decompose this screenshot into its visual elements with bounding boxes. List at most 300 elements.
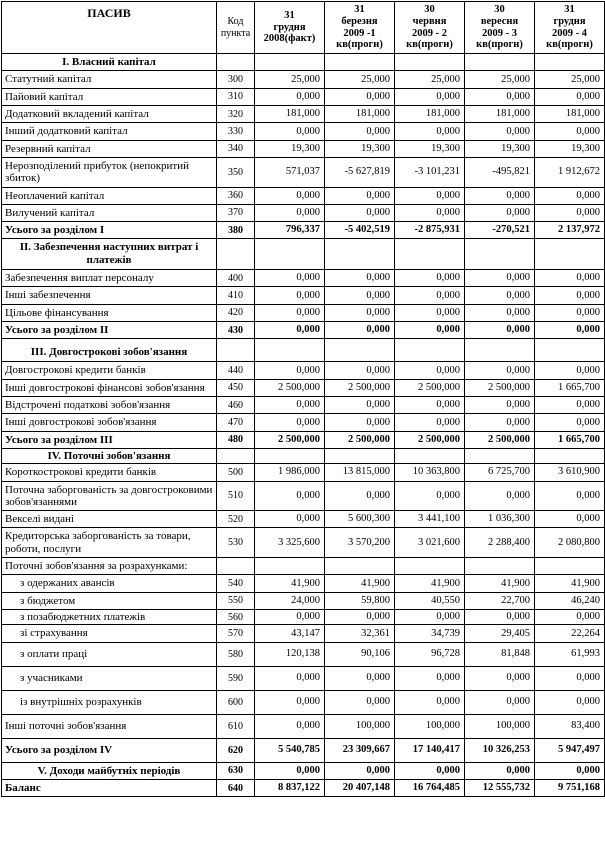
row-value-period-4: 0,000 <box>465 304 535 321</box>
row-value-period-4: 81,848 <box>465 642 535 666</box>
table-row <box>2 287 605 304</box>
row-label: Відстрочені податкові зобов'язання <box>2 396 217 413</box>
row-value-period-1: 0,000 <box>255 414 325 431</box>
row-value-period-4: 0,000 <box>465 287 535 304</box>
row-value-period-4: -495,821 <box>465 157 535 187</box>
row-value-period-2 <box>325 448 395 463</box>
row-value-period-4 <box>465 339 535 362</box>
table-row <box>2 414 605 431</box>
row-value-period-4: 0,000 <box>465 362 535 379</box>
row-label: Кредиторська заборгованість за товари, роботи, послуги <box>2 528 217 558</box>
period-header-line: 30 <box>494 4 505 15</box>
row-value-period-1 <box>255 239 325 270</box>
table-row <box>2 304 605 321</box>
row-value-period-3: 2 500,000 <box>395 431 465 448</box>
row-value-period-5: 22,264 <box>535 625 605 642</box>
row-value-period-3 <box>395 239 465 270</box>
table-row <box>2 105 605 122</box>
row-code: 450 <box>217 379 255 396</box>
row-value-period-3 <box>395 448 465 463</box>
row-label: Інші довгострокові фінансові зобов'язання <box>2 379 217 396</box>
row-value-period-2: 100,000 <box>325 714 395 738</box>
row-value-period-1: 2 500,000 <box>255 379 325 396</box>
table-row <box>2 204 605 221</box>
period-header-line: вересня <box>480 15 519 27</box>
row-value-period-1: 0,000 <box>255 362 325 379</box>
row-value-period-5: 61,993 <box>535 642 605 666</box>
row-value-period-2: 181,000 <box>325 105 395 122</box>
row-value-period-2: 0,000 <box>325 304 395 321</box>
row-value-period-2: 23 309,667 <box>325 738 395 762</box>
column-header-period-4 <box>465 2 535 54</box>
row-label: II. Забезпечення наступних витрат і платежів <box>2 239 217 270</box>
period-header-line: грудня <box>553 15 586 27</box>
column-header-period-1 <box>255 2 325 54</box>
row-code: 430 <box>217 322 255 339</box>
row-value-period-1: 0,000 <box>255 610 325 625</box>
row-code <box>217 239 255 270</box>
column-header-period-3 <box>395 2 465 54</box>
row-value-period-2 <box>325 54 395 71</box>
row-value-period-5: 0,000 <box>535 270 605 287</box>
row-value-period-4: 0,000 <box>465 610 535 625</box>
row-value-period-5: 181,000 <box>535 105 605 122</box>
table-row <box>2 157 605 187</box>
row-label: Забезпечення виплат персоналу <box>2 270 217 287</box>
row-label: Пайовий капітал <box>2 88 217 105</box>
row-value-period-4: 1 036,300 <box>465 511 535 528</box>
row-value-period-3: 10 363,800 <box>395 464 465 481</box>
row-value-period-4 <box>465 558 535 575</box>
table-row <box>2 481 605 511</box>
table-row <box>2 270 605 287</box>
row-label: Довгострокові кредити банків <box>2 362 217 379</box>
table-row <box>2 123 605 140</box>
row-value-period-4: 2 500,000 <box>465 379 535 396</box>
row-value-period-1: 43,147 <box>255 625 325 642</box>
row-code: 620 <box>217 738 255 762</box>
table-row <box>2 431 605 448</box>
liabilities-table <box>1 1 605 797</box>
row-label: III. Довгострокові зобов'язання <box>2 339 217 362</box>
period-header-line: 30 <box>424 4 435 15</box>
row-value-period-5: 25,000 <box>535 71 605 88</box>
row-value-period-3: 2 500,000 <box>395 379 465 396</box>
row-code: 560 <box>217 610 255 625</box>
row-value-period-1: 24,000 <box>255 592 325 609</box>
table-row <box>2 610 605 625</box>
row-value-period-1: 0,000 <box>255 762 325 779</box>
row-value-period-5: 0,000 <box>535 304 605 321</box>
table-row <box>2 762 605 779</box>
period-header-line: 2009 - 4 кв(прогн) <box>546 27 593 51</box>
row-code: 590 <box>217 666 255 690</box>
row-value-period-1 <box>255 339 325 362</box>
table-row <box>2 714 605 738</box>
row-value-period-2: 41,900 <box>325 575 395 592</box>
row-label: Нерозподілений прибуток (непокритий збиток) <box>2 157 217 187</box>
row-value-period-2: 19,300 <box>325 140 395 157</box>
row-value-period-3: 0,000 <box>395 287 465 304</box>
table-row <box>2 88 605 105</box>
row-value-period-3: 0,000 <box>395 270 465 287</box>
row-value-period-3: 0,000 <box>395 88 465 105</box>
period-header-line: 2009 - 3 кв(прогн) <box>476 27 523 51</box>
row-code: 440 <box>217 362 255 379</box>
row-label: із внутрішніх розрахунків <box>2 690 217 714</box>
row-value-period-5 <box>535 558 605 575</box>
row-value-period-1: 181,000 <box>255 105 325 122</box>
row-value-period-1: 5 540,785 <box>255 738 325 762</box>
row-value-period-3: 0,000 <box>395 304 465 321</box>
row-value-period-5: 1 912,672 <box>535 157 605 187</box>
row-value-period-2: 0,000 <box>325 270 395 287</box>
row-value-period-1: 796,337 <box>255 222 325 239</box>
row-value-period-4: 0,000 <box>465 690 535 714</box>
row-value-period-4: 100,000 <box>465 714 535 738</box>
row-value-period-4: 0,000 <box>465 762 535 779</box>
row-value-period-4: 0,000 <box>465 481 535 511</box>
row-value-period-3: 0,000 <box>395 362 465 379</box>
row-code <box>217 339 255 362</box>
row-label: Поточна заборгованість за довгостроковими зобов'язаннями <box>2 481 217 511</box>
row-code: 460 <box>217 396 255 413</box>
row-value-period-5: 0,000 <box>535 187 605 204</box>
row-value-period-5 <box>535 339 605 362</box>
code-header-line2: пункта <box>220 27 251 39</box>
row-value-period-2: 0,000 <box>325 322 395 339</box>
row-value-period-4: 0,000 <box>465 270 535 287</box>
row-value-period-3: 0,000 <box>395 610 465 625</box>
row-value-period-5 <box>535 239 605 270</box>
row-value-period-2: 0,000 <box>325 610 395 625</box>
row-value-period-5: 19,300 <box>535 140 605 157</box>
row-value-period-4: 41,900 <box>465 575 535 592</box>
section-header-row <box>2 339 605 362</box>
row-code: 400 <box>217 270 255 287</box>
row-value-period-4 <box>465 239 535 270</box>
row-label: зі страхування <box>2 625 217 642</box>
row-value-period-5: 2 137,972 <box>535 222 605 239</box>
row-value-period-3: 25,000 <box>395 71 465 88</box>
row-code: 630 <box>217 762 255 779</box>
period-header-line: березня <box>341 15 378 27</box>
table-row <box>2 575 605 592</box>
row-code: 420 <box>217 304 255 321</box>
row-value-period-2: 90,106 <box>325 642 395 666</box>
row-value-period-4: -270,521 <box>465 222 535 239</box>
row-code: 540 <box>217 575 255 592</box>
row-value-period-5: 0,000 <box>535 88 605 105</box>
row-label: Додатковий вкладений капітал <box>2 105 217 122</box>
code-header-line1: Код <box>227 16 244 28</box>
row-value-period-5: 0,000 <box>535 123 605 140</box>
row-value-period-2: -5 627,819 <box>325 157 395 187</box>
row-value-period-4: 0,000 <box>465 414 535 431</box>
row-value-period-3: 181,000 <box>395 105 465 122</box>
row-value-period-4: 25,000 <box>465 71 535 88</box>
row-label: Інші довгострокові зобов'язання <box>2 414 217 431</box>
row-label: з одержаних авансів <box>2 575 217 592</box>
row-code: 330 <box>217 123 255 140</box>
row-value-period-4: 0,000 <box>465 666 535 690</box>
row-value-period-4: 6 725,700 <box>465 464 535 481</box>
row-value-period-3: 0,000 <box>395 762 465 779</box>
row-value-period-2: 0,000 <box>325 187 395 204</box>
row-value-period-1: 3 325,600 <box>255 528 325 558</box>
row-code: 570 <box>217 625 255 642</box>
row-label: Поточні зобов'язання за розрахунками: <box>2 558 217 575</box>
row-value-period-2: 0,000 <box>325 690 395 714</box>
row-value-period-3: 19,300 <box>395 140 465 157</box>
row-code: 300 <box>217 71 255 88</box>
row-value-period-4: 0,000 <box>465 88 535 105</box>
table-row <box>2 690 605 714</box>
column-header-code <box>217 2 255 54</box>
row-value-period-2 <box>325 239 395 270</box>
row-code <box>217 448 255 463</box>
row-value-period-2: 5 600,300 <box>325 511 395 528</box>
section-header-row <box>2 448 605 463</box>
row-value-period-4 <box>465 54 535 71</box>
row-value-period-2: 13 815,000 <box>325 464 395 481</box>
row-value-period-2: 20 407,148 <box>325 779 395 796</box>
row-value-period-2: -5 402,519 <box>325 222 395 239</box>
row-label: IV. Поточні зобов'язання <box>2 448 217 463</box>
row-label: Інші поточні зобов'язання <box>2 714 217 738</box>
row-value-period-5: 0,000 <box>535 204 605 221</box>
row-label: Резервний капітал <box>2 140 217 157</box>
row-value-period-1: 0,000 <box>255 88 325 105</box>
row-code: 380 <box>217 222 255 239</box>
row-value-period-2 <box>325 339 395 362</box>
row-label: Усього за розділом IV <box>2 738 217 762</box>
row-value-period-1: 571,037 <box>255 157 325 187</box>
row-code: 610 <box>217 714 255 738</box>
row-value-period-2: 0,000 <box>325 414 395 431</box>
row-value-period-5: 0,000 <box>535 481 605 511</box>
row-value-period-1: 1 986,000 <box>255 464 325 481</box>
table-row <box>2 71 605 88</box>
row-value-period-2: 0,000 <box>325 481 395 511</box>
row-value-period-3 <box>395 54 465 71</box>
row-value-period-5: 83,400 <box>535 714 605 738</box>
row-value-period-3: 34,739 <box>395 625 465 642</box>
row-value-period-3: 0,000 <box>395 123 465 140</box>
row-value-period-2: 3 570,200 <box>325 528 395 558</box>
row-value-period-2: 59,800 <box>325 592 395 609</box>
row-code: 510 <box>217 481 255 511</box>
row-value-period-2: 0,000 <box>325 666 395 690</box>
row-value-period-2: 25,000 <box>325 71 395 88</box>
row-value-period-1: 0,000 <box>255 270 325 287</box>
row-value-period-3: 41,900 <box>395 575 465 592</box>
row-value-period-1: 0,000 <box>255 511 325 528</box>
table-row <box>2 558 605 575</box>
table-row <box>2 322 605 339</box>
period-header-line: червня <box>412 15 447 27</box>
row-value-period-3: 3 441,100 <box>395 511 465 528</box>
row-value-period-5: 0,000 <box>535 762 605 779</box>
row-value-period-1: 0,000 <box>255 322 325 339</box>
row-label: Неоплачений капітал <box>2 187 217 204</box>
row-value-period-1: 0,000 <box>255 714 325 738</box>
row-code: 550 <box>217 592 255 609</box>
row-label: з учасниками <box>2 666 217 690</box>
row-value-period-1: 0,000 <box>255 187 325 204</box>
section-header-row <box>2 54 605 71</box>
row-label: Усього за розділом II <box>2 322 217 339</box>
row-label: I. Власний капітал <box>2 54 217 71</box>
row-code: 350 <box>217 157 255 187</box>
row-value-period-5: 0,000 <box>535 690 605 714</box>
row-value-period-5: 0,000 <box>535 322 605 339</box>
row-value-period-1: 8 837,122 <box>255 779 325 796</box>
row-value-period-3: 0,000 <box>395 414 465 431</box>
row-value-period-1: 0,000 <box>255 304 325 321</box>
row-label: Баланс <box>2 779 217 796</box>
table-row <box>2 625 605 642</box>
row-code: 520 <box>217 511 255 528</box>
table-row <box>2 379 605 396</box>
row-code: 480 <box>217 431 255 448</box>
row-label: Цільове фінансування <box>2 304 217 321</box>
row-label: Усього за розділом I <box>2 222 217 239</box>
row-value-period-5: 0,000 <box>535 666 605 690</box>
row-value-period-3: 0,000 <box>395 396 465 413</box>
row-value-period-5: 3 610,900 <box>535 464 605 481</box>
row-value-period-4: 19,300 <box>465 140 535 157</box>
row-value-period-3: 17 140,417 <box>395 738 465 762</box>
row-value-period-5: 1 665,700 <box>535 431 605 448</box>
row-label: з позабюджетних платежів <box>2 610 217 625</box>
period-header-line: 2009 -1 кв(прогн) <box>336 27 383 51</box>
row-code: 340 <box>217 140 255 157</box>
row-value-period-1: 0,000 <box>255 123 325 140</box>
period-header-line: 2009 - 2 кв(прогн) <box>406 27 453 51</box>
period-header-line: 2008(факт) <box>263 33 316 45</box>
row-value-period-1: 25,000 <box>255 71 325 88</box>
row-code: 640 <box>217 779 255 796</box>
row-code: 410 <box>217 287 255 304</box>
table-row <box>2 666 605 690</box>
row-value-period-5: 0,000 <box>535 396 605 413</box>
row-code: 360 <box>217 187 255 204</box>
row-value-period-1: 19,300 <box>255 140 325 157</box>
column-header-passive: ПАСИВ <box>2 2 217 54</box>
row-value-period-5 <box>535 54 605 71</box>
row-value-period-2: 0,000 <box>325 123 395 140</box>
row-value-period-1: 0,000 <box>255 287 325 304</box>
row-value-period-2: 0,000 <box>325 762 395 779</box>
column-header-period-2 <box>325 2 395 54</box>
row-value-period-4: 0,000 <box>465 187 535 204</box>
row-value-period-1: 0,000 <box>255 204 325 221</box>
period-header-line: 31 <box>354 4 365 15</box>
row-value-period-5: 0,000 <box>535 287 605 304</box>
table-row <box>2 222 605 239</box>
row-value-period-4: 0,000 <box>465 322 535 339</box>
row-label: Вилучений капітал <box>2 204 217 221</box>
row-value-period-4: 29,405 <box>465 625 535 642</box>
row-value-period-4: 0,000 <box>465 123 535 140</box>
row-value-period-1: 41,900 <box>255 575 325 592</box>
row-value-period-4 <box>465 448 535 463</box>
row-label: Статутний капітал <box>2 71 217 88</box>
row-value-period-1 <box>255 54 325 71</box>
row-code <box>217 54 255 71</box>
row-code: 320 <box>217 105 255 122</box>
table-row <box>2 187 605 204</box>
row-value-period-4: 181,000 <box>465 105 535 122</box>
row-value-period-5: 41,900 <box>535 575 605 592</box>
row-value-period-2: 0,000 <box>325 88 395 105</box>
table-row <box>2 362 605 379</box>
row-value-period-1 <box>255 448 325 463</box>
table-row <box>2 592 605 609</box>
table-row <box>2 528 605 558</box>
row-value-period-3: 0,000 <box>395 690 465 714</box>
row-value-period-2: 0,000 <box>325 396 395 413</box>
table-header-row <box>2 2 605 54</box>
row-value-period-1 <box>255 558 325 575</box>
row-value-period-5: 46,240 <box>535 592 605 609</box>
row-value-period-1: 0,000 <box>255 396 325 413</box>
row-value-period-3 <box>395 558 465 575</box>
row-value-period-3: 0,000 <box>395 666 465 690</box>
table-row <box>2 396 605 413</box>
row-value-period-3: -2 875,931 <box>395 222 465 239</box>
row-value-period-3: 96,728 <box>395 642 465 666</box>
table-row <box>2 738 605 762</box>
row-value-period-2 <box>325 558 395 575</box>
row-value-period-2: 0,000 <box>325 287 395 304</box>
table-row <box>2 511 605 528</box>
table-row <box>2 779 605 796</box>
section-header-row <box>2 239 605 270</box>
row-value-period-5: 9 751,168 <box>535 779 605 796</box>
row-value-period-5: 1 665,700 <box>535 379 605 396</box>
row-value-period-5: 0,000 <box>535 511 605 528</box>
row-value-period-3: 3 021,600 <box>395 528 465 558</box>
row-label: V. Доходи майбутніх періодів <box>2 762 217 779</box>
row-value-period-1: 0,000 <box>255 690 325 714</box>
row-value-period-1: 0,000 <box>255 481 325 511</box>
row-code: 500 <box>217 464 255 481</box>
row-value-period-2: 2 500,000 <box>325 431 395 448</box>
row-value-period-3: 0,000 <box>395 481 465 511</box>
table-row <box>2 140 605 157</box>
row-code: 310 <box>217 88 255 105</box>
row-value-period-5: 5 947,497 <box>535 738 605 762</box>
row-value-period-1: 2 500,000 <box>255 431 325 448</box>
row-value-period-4: 10 326,253 <box>465 738 535 762</box>
table-row <box>2 642 605 666</box>
row-value-period-4: 0,000 <box>465 204 535 221</box>
row-label: Інші забезпечення <box>2 287 217 304</box>
row-value-period-1: 0,000 <box>255 666 325 690</box>
period-header-line: грудня <box>273 21 306 33</box>
row-value-period-2: 0,000 <box>325 362 395 379</box>
row-label: з бюджетом <box>2 592 217 609</box>
row-value-period-5: 2 080,800 <box>535 528 605 558</box>
row-code: 370 <box>217 204 255 221</box>
row-value-period-3: 16 764,485 <box>395 779 465 796</box>
row-label: Короткострокові кредити банків <box>2 464 217 481</box>
row-value-period-4: 12 555,732 <box>465 779 535 796</box>
row-value-period-5: 0,000 <box>535 414 605 431</box>
row-value-period-1: 120,138 <box>255 642 325 666</box>
